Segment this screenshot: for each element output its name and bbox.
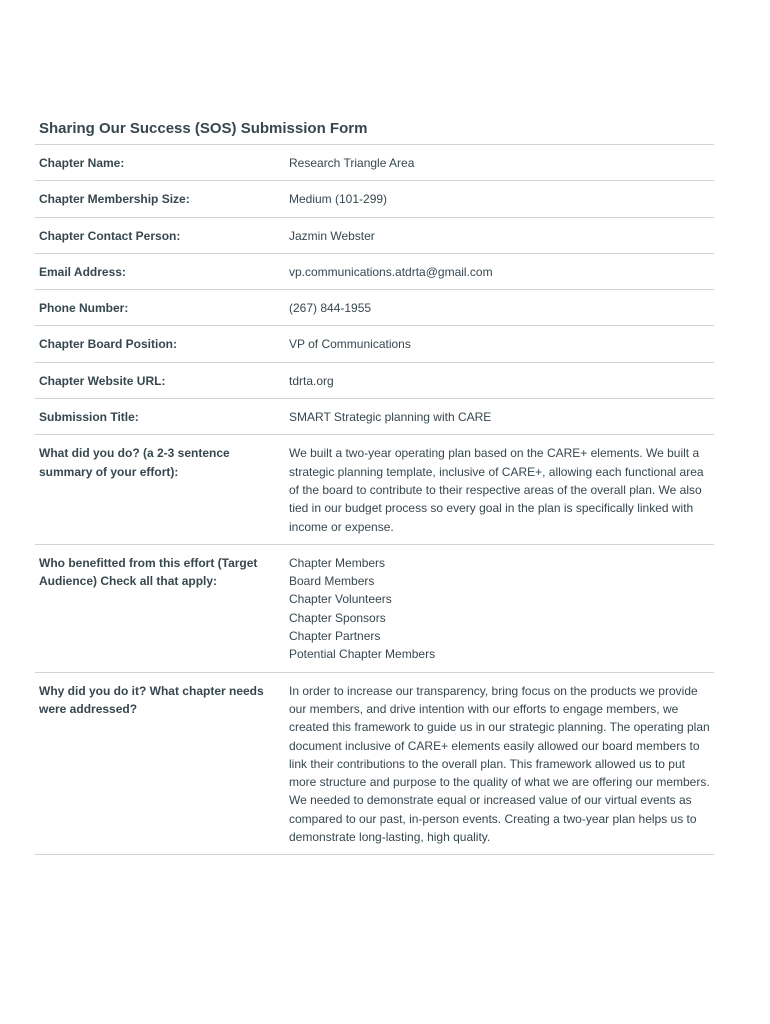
board-position-label: Chapter Board Position: [39, 337, 178, 352]
field-row-website [35, 362, 714, 398]
chapter-name-label: Chapter Name: [39, 156, 125, 170]
submission-title-value: SMART Strategic planning with CARE [289, 410, 492, 425]
field-row-board-position [35, 325, 714, 361]
who-benefitted-list [289, 554, 710, 664]
phone-value: (267) 844-1955 [289, 301, 372, 316]
field-row-why [35, 672, 714, 856]
contact-person-value: Jazmin Webster [289, 228, 375, 243]
audience-item: Chapter Volunteers [289, 592, 392, 607]
field-row-chapter-name [35, 144, 714, 180]
field-row-what-did-you-do [35, 434, 714, 543]
audience-item: Chapter Members [289, 555, 386, 570]
what-did-you-do-value: We built a two-year operating plan based on the CARE+ elements. We built a strategic planning template, inclusive of CARE+, allowing each functional area of the board to contribute to their respective areas of the overall plan. We also tied in our budget process so every goal in the plan is specifically linked with income or expense. [289, 446, 704, 534]
chapter-name-value: Research Triangle Area [289, 156, 415, 170]
board-position-value: VP of Communications [289, 337, 411, 352]
field-row-email [35, 253, 714, 289]
audience-item: Chapter Partners [289, 629, 381, 644]
field-row-phone [35, 289, 714, 325]
field-row-contact-person [35, 217, 714, 253]
website-value: tdrta.org [289, 373, 334, 388]
email-label: Email Address: [39, 264, 126, 279]
audience-item: Chapter Sponsors [289, 610, 386, 625]
what-did-you-do-label: What did you do? (a 2-3 sentence summary of your effort): [39, 446, 230, 479]
audience-item: Board Members [289, 574, 375, 589]
submission-form [35, 116, 714, 855]
why-value: In order to increase our transparency, bring focus on the products we provide our members, and drive intention with our efforts to engage members, we created this framework to guide us in our strategic planning. The operating plan document inclusive of CARE+ elements easily allowed our board members to link their contributions to the overall plan. This framework allowed us to put more structure and purpose to the quality of what we are offering our members. We needed to demonstrate equal or increased value of our virtual events as compared to our past, in-person events. Creating a two-year plan helps us to demonstrate long-lasting, high quality. [289, 683, 710, 845]
membership-size-label: Chapter Membership Size: [39, 192, 190, 207]
contact-person-label: Chapter Contact Person: [39, 228, 181, 243]
website-label: Chapter Website URL: [39, 373, 166, 388]
field-row-who-benefitted [35, 544, 714, 672]
field-row-membership-size [35, 180, 714, 216]
submission-title-label: Submission Title: [39, 410, 139, 425]
membership-size-value: Medium (101-299) [289, 192, 388, 207]
why-label: Why did you do it? What chapter needs were addressed? [39, 683, 264, 716]
who-benefitted-label: Who benefitted from this effort (Target Audience) Check all that apply: [39, 555, 258, 589]
email-value: vp.communications.atdrta@gmail.com [289, 264, 493, 279]
phone-label: Phone Number: [39, 301, 129, 316]
field-row-submission-title [35, 398, 714, 434]
form-title: Sharing Our Success (SOS) Submission Form [39, 120, 368, 137]
audience-item: Potential Chapter Members [289, 647, 436, 662]
